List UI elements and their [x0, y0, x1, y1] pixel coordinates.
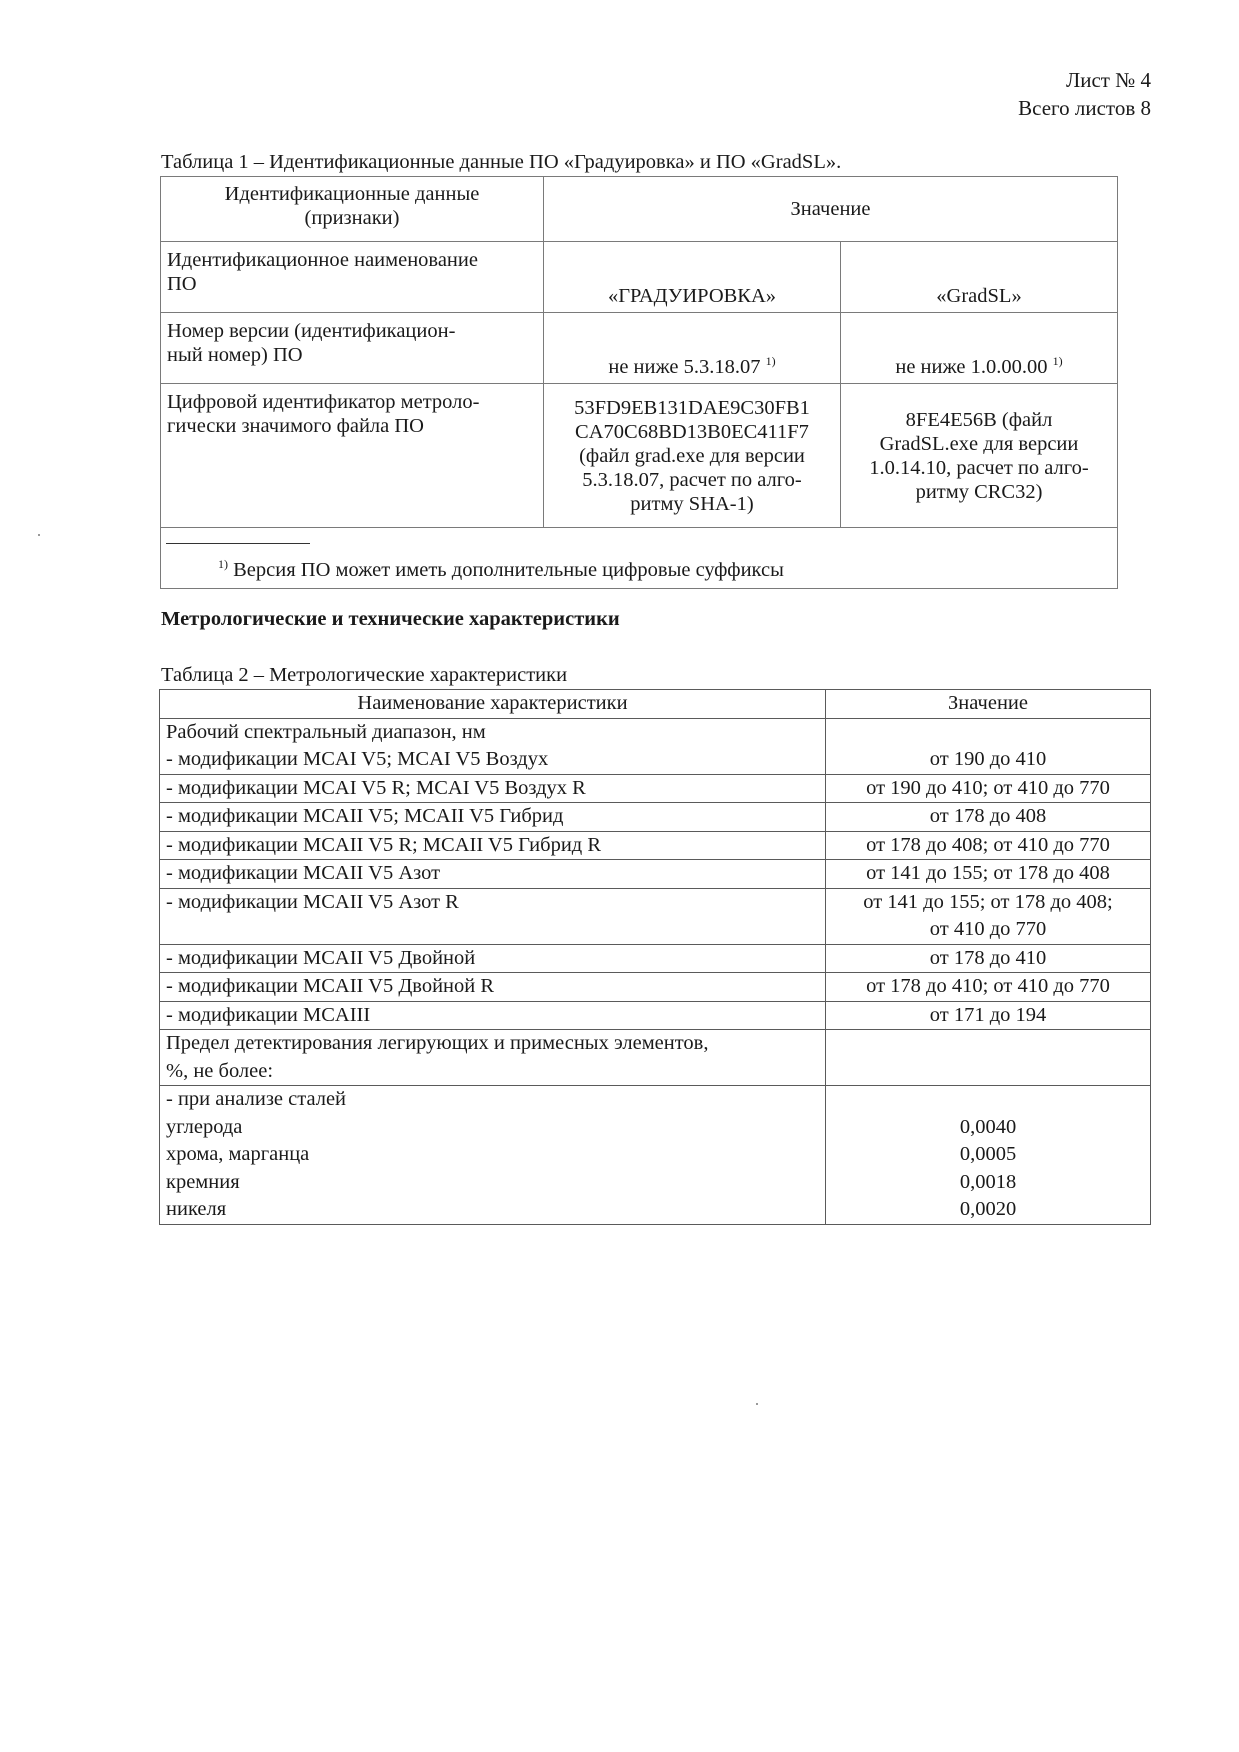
row-name: - модификации MCAII V5; MCAII V5 Гибрид — [160, 803, 826, 832]
footnote-ref: 1) — [765, 354, 776, 368]
row-value: от 190 до 410 — [826, 718, 1151, 774]
group-title: Рабочий спектральный диапазон, нм — [166, 720, 486, 743]
table-metrological-characteristics — [159, 689, 1151, 1225]
label-line: Идентификационное наименование — [167, 249, 478, 271]
row-name: - модификации MCAII V5 Азот — [160, 860, 826, 889]
label-line: Номер версии (идентификацион- — [167, 320, 456, 342]
scan-artifact — [756, 1403, 758, 1405]
label-line: гически значимого файла ПО — [167, 415, 424, 437]
table-row — [161, 313, 1118, 384]
row-value: от 178 до 408 — [826, 803, 1151, 832]
value-gradsl: «GradSL» — [841, 242, 1118, 313]
value-line: от 410 до 770 — [929, 918, 1047, 940]
table-row — [160, 1001, 1151, 1030]
element-name: кремния — [166, 1170, 240, 1193]
label-line: Цифровой идентификатор метроло- — [167, 391, 480, 413]
value-gradirovka — [544, 384, 841, 528]
row-name — [160, 1030, 826, 1086]
row-value-empty — [826, 1030, 1151, 1086]
table-row — [160, 803, 1151, 832]
row-value: от 178 до 410; от 410 до 770 — [826, 973, 1151, 1002]
section-title: Метрологические и технические характеристики — [161, 608, 620, 630]
element-name: никеля — [166, 1198, 227, 1220]
modification-name: - модификации MCAI V5; MCAI V5 Воздух — [166, 748, 549, 770]
hash-note-line: (файл grad.exe для версии — [579, 444, 805, 467]
row-value: от 178 до 410 — [826, 944, 1151, 973]
row-value: от 190 до 410; от 410 до 770 — [826, 774, 1151, 803]
header-cell-name: Наименование характеристики — [160, 690, 826, 719]
table-software-identification — [160, 176, 1118, 589]
table-row — [160, 831, 1151, 860]
row-name: - модификации MCAI V5 R; MCAI V5 Воздух R — [160, 774, 826, 803]
table-header-row — [160, 690, 1151, 719]
sheet-number: Лист № 4 — [1065, 68, 1151, 92]
element-name: хрома, марганца — [166, 1143, 310, 1165]
footnote-separator — [166, 543, 310, 544]
value-gradirovka — [544, 313, 841, 384]
subgroup-title: - при анализе сталей — [166, 1088, 347, 1110]
element-value: 0,0005 — [959, 1143, 1017, 1165]
hash-note-line: ритму CRC32) — [915, 480, 1043, 503]
header-cell-value: Значение — [544, 177, 1118, 242]
group-title-line: %, не более: — [166, 1059, 274, 1082]
total-sheets: Всего листов 8 — [1018, 96, 1151, 120]
footnote — [218, 558, 784, 582]
footnote-cell — [161, 528, 1118, 589]
element-value: 0,0020 — [959, 1198, 1017, 1220]
scan-artifact — [38, 534, 40, 536]
hash-note-line: 5.3.18.07, расчет по алго- — [582, 468, 802, 491]
row-value: от 178 до 408; от 410 до 770 — [826, 831, 1151, 860]
header-label-line: Идентификационные данные — [224, 183, 480, 205]
footnote-ref: 1) — [1052, 354, 1063, 368]
value-gradsl — [841, 384, 1118, 528]
header-label-line: (признаки) — [304, 207, 400, 229]
label-line: ПО — [167, 273, 197, 295]
table-row — [161, 242, 1118, 313]
row-name — [160, 1086, 826, 1225]
table-row — [160, 1086, 1151, 1225]
row-name: - модификации MCAII V5 Азот R — [160, 888, 826, 944]
row-name: - модификации MCAIII — [160, 1001, 826, 1030]
footnote-text: Версия ПО может иметь дополнительные цифровые суффиксы — [233, 559, 784, 581]
table-row — [160, 888, 1151, 944]
element-name: углерода — [166, 1115, 243, 1138]
hash-line: 8FE4E56B (файл — [905, 408, 1053, 431]
row-name: - модификации MCAII V5 Двойной — [160, 944, 826, 973]
element-value: 0,0018 — [959, 1170, 1017, 1193]
value-line: от 141 до 155; от 178 до 408; — [863, 890, 1113, 913]
element-value: 0,0040 — [959, 1115, 1017, 1138]
table1-caption: Таблица 1 – Идентификационные данные ПО «Градуировка» и ПО «GradSL». — [161, 151, 842, 173]
value-gradsl — [841, 313, 1118, 384]
version-text: не ниже 1.0.00.00 — [895, 356, 1048, 378]
header-cell-value: Значение — [826, 690, 1151, 719]
row-label — [161, 313, 544, 384]
header-cell-identification — [161, 177, 544, 242]
label-line: ный номер) ПО — [167, 344, 303, 366]
row-value: от 171 до 194 — [826, 1001, 1151, 1030]
row-value — [826, 1086, 1151, 1225]
hash-note-line: ритму SHA-1) — [630, 492, 754, 515]
table-row — [161, 384, 1118, 528]
hash-line: CA70C68BD13B0EC411F7 — [575, 420, 809, 443]
footnote-mark: 1) — [218, 557, 228, 571]
value-gradirovka: «ГРАДУИРОВКА» — [544, 242, 841, 313]
footnote-row — [161, 528, 1118, 589]
row-label — [161, 384, 544, 528]
row-value — [826, 888, 1151, 944]
hash-note-line: GradSL.exe для версии — [879, 432, 1079, 455]
page-header — [1018, 66, 1151, 122]
row-value: от 141 до 155; от 178 до 408 — [826, 860, 1151, 889]
table2-caption: Таблица 2 – Метрологические характеристики — [161, 664, 568, 686]
group-title-line: Предел детектирования легирующих и примесных элементов, — [166, 1032, 709, 1054]
row-name: - модификации MCAII V5 Двойной R — [160, 973, 826, 1002]
table-row — [160, 944, 1151, 973]
table-row — [160, 973, 1151, 1002]
table-row — [160, 860, 1151, 889]
version-text: не ниже 5.3.18.07 — [608, 356, 761, 378]
row-name: - модификации MCAII V5 R; MCAII V5 Гибрид R — [160, 831, 826, 860]
table-row — [160, 718, 1151, 774]
hash-note-line: 1.0.14.10, расчет по алго- — [869, 456, 1089, 479]
hash-line: 53FD9EB131DAE9C30FB1 — [574, 396, 810, 419]
table-row — [160, 774, 1151, 803]
table-row — [160, 1030, 1151, 1086]
table-header-row — [161, 177, 1118, 242]
row-name — [160, 718, 826, 774]
row-label — [161, 242, 544, 313]
